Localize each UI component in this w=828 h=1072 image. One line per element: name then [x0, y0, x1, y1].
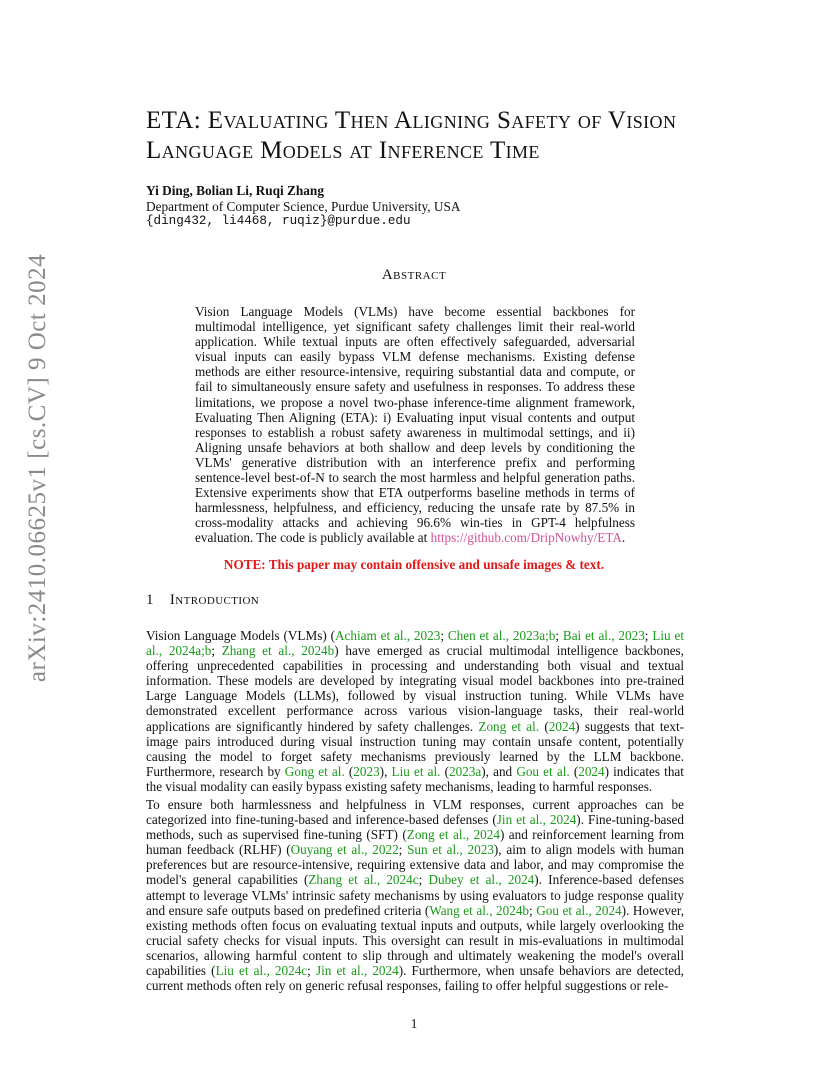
citation-link[interactable]: Zong et al.: [478, 718, 540, 734]
paragraph-text: (: [440, 763, 450, 779]
arxiv-stamp: arXiv:2410.06625v1 [cs.CV] 9 Oct 2024: [24, 253, 51, 683]
paragraph-text: ). Inference-based defenses attempt to leverage VLMs' intrinsic safety mechanisms by using evaluators to judge response quality and ensure safe outputs based on predefined criteria (: [146, 872, 684, 918]
author-emails: {ding432, li4468, ruqiz}@purdue.edu: [146, 214, 411, 228]
paragraph-text: ),: [379, 763, 392, 779]
section-title: Introduction: [169, 592, 260, 608]
section-heading-introduction: [146, 592, 259, 609]
code-link[interactable]: https://github.com/DripNowhy/ETA: [430, 530, 622, 546]
paragraph-text: ) have emerged as crucial multimodal intelligence backbones, offering unprecedented capabilities in processing and understanding both visual and textual information. These models are developed by integrating visual model backbones into pre-trained Large Language Models (LLMs), followed by visual instruction tuning. While VLMs have demonstrated excellent performance across various vision-language tasks, their real-world applications are significantly hindered by safety challenges.: [146, 643, 684, 734]
abstract-text: [195, 304, 635, 546]
paragraph-text: ) and reinforcement learning from human feedback (RLHF) (: [146, 827, 685, 858]
author-affiliation: Department of Computer Science, Purdue University, USA: [146, 198, 461, 214]
citation-link[interactable]: Ouyang et al., 2022: [290, 842, 399, 858]
intro-paragraph-1: [146, 628, 684, 794]
paragraph-text: (: [344, 763, 354, 779]
paragraph-text: ;: [211, 643, 222, 659]
paragraph-text: ;: [440, 628, 448, 643]
citation-link[interactable]: Jin et al., 2024: [315, 963, 399, 979]
citation-link[interactable]: 2024: [578, 763, 605, 779]
paragraph-text: ), aim to align models with human preferences but are resource-intensive, requiring extensive data and labor, and may compromise the model's general capabilities (: [146, 842, 684, 888]
citation-link[interactable]: Wang et al., 2024b: [429, 902, 530, 918]
paragraph-text: ). However, existing methods often focus on evaluating textual inputs and outputs, while largely overlooking the crucial safety checks for visual inputs. This oversight can result in mis-evaluations in multimodal scenarios, allowing harmful content to slip through and ultimately weakening the model's overall capabilities (: [146, 902, 684, 979]
citation-link[interactable]: 2024: [548, 718, 576, 734]
citation-link[interactable]: 2023a: [449, 763, 482, 779]
citation-link[interactable]: Zong et al., 2024: [406, 827, 500, 843]
citation-link[interactable]: Gou et al., 2024: [536, 902, 622, 918]
citation-link[interactable]: Gong et al.: [284, 763, 345, 779]
citation-link[interactable]: Achiam et al., 2023: [334, 628, 441, 643]
citation-link[interactable]: Dubey et al., 2024: [428, 872, 535, 888]
abstract-heading: Abstract: [381, 267, 447, 283]
paragraph-text: ;: [555, 628, 563, 643]
paragraph-text: ) suggests that text-image pairs introduced during visual instruction tuning may contain unsafe content, potentially causing the model to forget safety mechanisms previously learned by the LLM backbone. Furthermore, research by: [146, 718, 685, 779]
paragraph-text: ;: [398, 842, 408, 858]
intro-paragraph-2: [146, 797, 684, 993]
paper-title: ETA: Evaluating Then Aligning Safety of Vision Language Models at Inference Time: [146, 107, 677, 164]
citation-link[interactable]: Liu et al., 2024a;b: [146, 628, 685, 659]
citation-link[interactable]: 2023: [353, 763, 380, 779]
paragraph-text: ) indicates that the visual modality can easily bypass existing safety mechanisms, leading to harmful responses.: [146, 763, 684, 794]
paragraph-text: ;: [307, 963, 316, 979]
paragraph-text: ), and: [481, 763, 517, 779]
paragraph-text: (: [569, 763, 579, 779]
citation-link[interactable]: Zhang et al., 2024b: [221, 643, 335, 659]
content-warning-note: NOTE: This paper may contain offensive and unsafe images & text.: [223, 557, 605, 572]
paragraph-text: ;: [529, 902, 537, 918]
citation-link[interactable]: Jin et al., 2024: [496, 812, 577, 828]
citation-link[interactable]: Zhang et al., 2024c: [308, 872, 419, 888]
citation-link[interactable]: Liu et al.: [391, 763, 441, 779]
author-block: [146, 183, 461, 230]
paragraph-text: ;: [418, 872, 429, 888]
paragraph-text: ). Fine-tuning-based methods, such as supervised fine-tuning (SFT) (: [146, 812, 684, 843]
citation-link[interactable]: Gou et al.: [516, 763, 570, 779]
paragraph-text: Vision Language Models (VLMs) (: [146, 628, 335, 643]
page-number: 1: [410, 1016, 418, 1031]
abstract-end: .: [621, 530, 626, 546]
paragraph-text: To ensure both harmlessness and helpfulness in VLM responses, current approaches can be categorized into fine-tuning-based and inference-based defenses (: [146, 797, 684, 828]
citation-link[interactable]: Sun et al., 2023: [407, 842, 494, 858]
abstract-body: Vision Language Models (VLMs) have become essential backbones for multimodal intelligence, yet significant safety challenges limit their real-world application. While textual inputs are often effectively safeguarded, adversarial visual inputs can easily bypass VLM defense mechanisms. Existing defense methods are either resource-intensive, requiring substantial data and compute, or fail to simultaneously ensure safety and usefulness in responses. To address these limitations, we propose a novel two-phase inference-time alignment framework, Evaluating Then Aligning (ETA): i) Evaluating input visual contents and output responses to establish a robust safety awareness in multimodal settings, and ii) Aligning unsafe behaviors at both shallow and deep levels by conditioning the VLMs' generative distribution with an interference prefix and performing sentence-level best-of-N to search the most harmless and helpful generation paths. Extensive experiments show that ETA outperforms baseline methods in terms of harmlessness, helpfulness, and efficiency, reducing the unsafe rate by 87.5% in cross-modality attacks and achieving 96.6% win-ties in GPT-4 helpfulness evaluation. The code is publicly available at: [195, 304, 635, 546]
citation-link[interactable]: Bai et al., 2023: [562, 628, 645, 643]
paragraph-text: (: [539, 718, 549, 734]
citation-link[interactable]: Liu et al., 2024c: [215, 963, 308, 979]
paragraph-text: ). Furthermore, when unsafe behaviors are detected, current methods often rely on generic refusal responses, failing to offer helpful suggestions or rele-: [146, 963, 684, 994]
author-names: Yi Ding, Bolian Li, Ruqi Zhang: [146, 183, 324, 198]
citation-link[interactable]: Chen et al., 2023a;b: [447, 628, 556, 643]
section-number: 1: [146, 592, 154, 608]
paragraph-text: ;: [644, 628, 653, 643]
